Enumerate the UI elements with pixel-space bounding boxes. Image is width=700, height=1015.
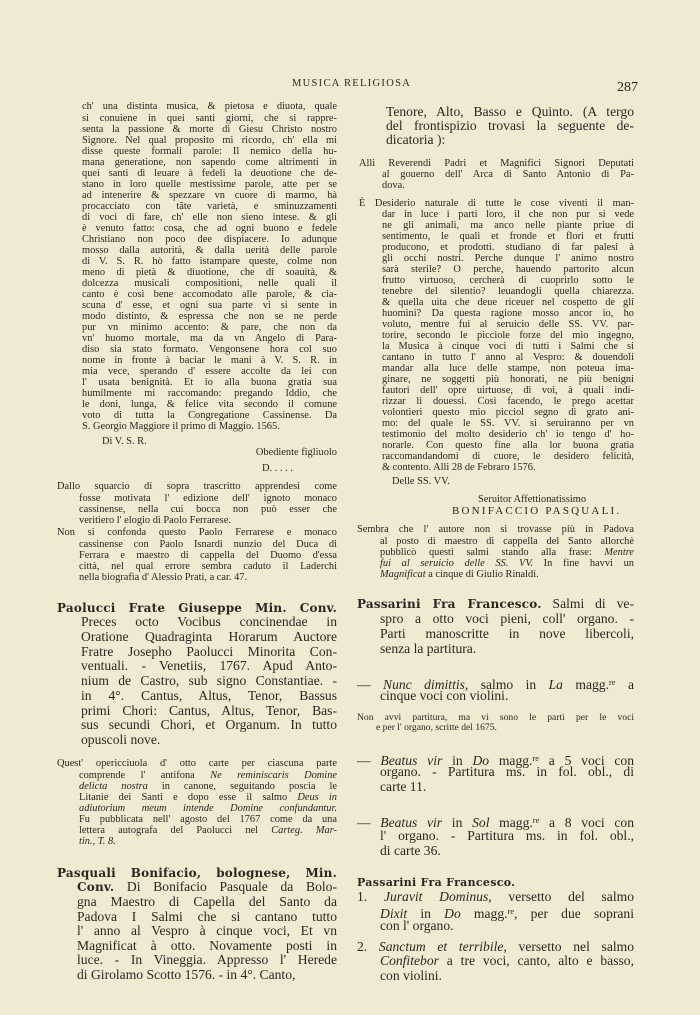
text-line: è venuto fatto: cosa, che ad ogni buono e fedele — [82, 222, 337, 234]
text-line: humilmente mi raccomando: pregando Iddio, che — [82, 388, 337, 400]
text-line: S. Georgio Maggiore il primo di Maggio. 1565. — [82, 421, 280, 433]
text-line: huomini? Da questa ragione mosso ancor io, ho — [382, 307, 634, 319]
text-line: senta la passione & morte di Giesu Christo nostro — [82, 123, 337, 135]
letter-salutation: Di V. S. R. — [102, 436, 147, 447]
text-line — [57, 866, 337, 881]
text-segment: — — [357, 814, 381, 830]
text-line: primi Chori: Cantus, Altus, Tenor, Bas- — [81, 702, 337, 718]
text-segment: Di Bonifacio Pasquale da Bolo- — [114, 879, 337, 895]
text-line: sus secundi Chori, et Organum. In tutto — [81, 717, 337, 733]
text-line: Quest' opericciuola d' otto carte per ciascuna parte — [57, 758, 337, 770]
text-line: nella biografia d' Alessio Prati, a car. 47. — [79, 572, 248, 584]
text-segment: 1. — [357, 888, 384, 904]
dedication-salutation: Delle SS. VV. — [392, 476, 450, 487]
entry-heading: Paolucci Frate Giuseppe Min. Conv. — [57, 600, 337, 615]
text-line: Ferrara e maestro di cappella del Duomo d'essa — [79, 549, 337, 561]
text-segment: in — [442, 753, 473, 768]
italic-title: Beatus vir — [380, 814, 443, 830]
text-line: con l' organo. — [380, 917, 454, 933]
text-line: l' organo. - Partitura ms. in fol. obl., — [380, 827, 634, 843]
italic-title: Beatus vir — [380, 753, 443, 768]
superscript: re — [532, 814, 540, 825]
text-segment: magg. — [489, 753, 533, 768]
text-segment: magg. — [460, 906, 508, 922]
text-line: carte 11. — [380, 778, 427, 794]
text-line: cassinense, nella cui bocca non può esser che — [79, 503, 337, 515]
text-line — [380, 569, 634, 580]
italic-title: tin., T. 8. — [79, 836, 116, 848]
text-line: gna Maestro di Capella del Santo da — [77, 893, 337, 909]
text-line: Parti manoscritte in nove libercoli, — [380, 625, 634, 641]
text-segment: comprende l' antifona — [79, 769, 211, 781]
text-segment: lettera autografa del Paolucci nel — [79, 825, 272, 837]
text-line: Sembra che l' autore non si trovasse più in Padova — [357, 524, 634, 536]
text-line — [79, 803, 337, 814]
italic-title: Ne reminiscaris Domine — [210, 769, 338, 781]
text-line: voluto, mentre fui al seruicio delle SS. VV. par- — [382, 318, 634, 330]
text-line: di carte 36. — [380, 842, 441, 858]
page-number: 287 — [617, 80, 638, 95]
text-line: luce. - In Vineggia. Appresso l' Herede — [77, 952, 337, 968]
text-segment: in — [407, 906, 445, 922]
text-line: Magnificat à otto. Novamente posti in — [77, 937, 337, 953]
text-segment: Litanie dei Santi e dopo esse il salmo — [79, 791, 298, 803]
text-line — [380, 558, 634, 569]
text-line — [77, 880, 337, 895]
text-line — [79, 781, 337, 792]
italic-title: La — [548, 677, 563, 693]
text-line: Non si confonda questo Paolo Ferrarese e monaco — [57, 527, 337, 539]
text-line: dolcezza musicali compositioni, nelle quali il — [82, 277, 337, 289]
text-line: fautori dell' opre uirtuose, di voi, à quali indi- — [382, 384, 634, 396]
text-line: ad intenerire & spezzare vn cuore di marmo, hà — [82, 189, 337, 201]
text-line: volontieri questo mio picciol segno di grato ani- — [382, 406, 634, 418]
text-line: norarle. Con questo fine alla lor buona gratia — [382, 439, 634, 451]
text-line — [57, 601, 337, 616]
italic-title: Confitebor — [380, 953, 439, 969]
text-line: diso sia stato formato. Vengonsene hora col suo — [82, 344, 337, 356]
text-segment: Salmi di ve- — [541, 595, 634, 611]
text-segment: — — [357, 677, 384, 693]
italic-title: Magnificat — [380, 569, 426, 581]
text-line: si conuiene in quei santi giorni, che si rappre- — [82, 112, 337, 124]
text-segment: versetto del salmo — [491, 888, 634, 904]
text-line: sentimento, le quali et fronde et flori et frutti — [382, 230, 634, 242]
text-segment: , per due soprani — [514, 906, 635, 922]
text-line: con violini. — [380, 967, 442, 983]
text-line: dicatoria ): — [386, 132, 446, 147]
text-line: al posto di maestro di cappella del Santo allorchè — [380, 535, 634, 547]
italic-title: Dixit — [380, 906, 408, 922]
text-line — [79, 792, 337, 803]
text-line: & quella uita che deue riceuer nel cospetto de gli — [382, 296, 634, 308]
text-line: È Desiderio naturale di tutte le cose viventi il man- — [359, 197, 634, 209]
text-line — [357, 940, 634, 955]
text-line: l' anno al Vespro à cinque voci, Et vn — [77, 923, 337, 939]
text-segment: magg. — [562, 677, 609, 693]
text-line: torire, secondo le picciole forze del mio ingegno, — [382, 329, 634, 341]
text-line — [357, 596, 634, 612]
dedication-signature: BONIFACCIO PASQUALI. — [452, 505, 622, 517]
text-line: testimonio del molto desiderio ch' io tengo d' ho- — [382, 428, 634, 440]
text-line: procacciato con tãte varietà, e sminuzzamenti — [82, 200, 337, 212]
italic-title: Deus in — [297, 791, 337, 803]
italic-title: fui al seruicio delle SS. VV. — [380, 558, 534, 569]
text-segment: a 8 voci con — [539, 814, 634, 830]
text-line — [357, 890, 634, 905]
text-line: frutto virtuoso, cercherà di cuoprirlo sotto le — [382, 274, 634, 286]
text-line: Padova I Salmi che si cantano tutto — [77, 908, 337, 924]
text-line: mana generatione, non sapendo come altrimenti in — [82, 156, 337, 168]
text-line: veritiero l' elogio di Paolo Ferrarese. — [79, 515, 231, 526]
text-line: & contento. Alli 28 de Febraro 1576. — [382, 461, 536, 473]
text-segment: in — [442, 814, 473, 830]
text-line: la Musica à cinque voci di tutti i Salmi che si — [382, 340, 634, 352]
text-line: Non avvi partitura, ma vi sono le parti per le voci — [357, 711, 634, 723]
text-line: producono, et prodotti. studiano di far palesi à — [382, 241, 634, 253]
text-line: rizzar li douessi. Così facendo, le prego acettar — [382, 395, 634, 407]
text-segment: — — [357, 753, 381, 768]
text-segment: a — [615, 677, 634, 693]
text-line: cassinense con Paolo Isnardi nunzio del Duca di — [79, 538, 337, 550]
text-line: spro a otto voci pieni, coll' organo. - — [380, 610, 634, 626]
entry-heading: Passarini Fra Francesco. — [357, 596, 542, 611]
text-line: Tenore, Alto, Basso e Quinto. (A tergo — [386, 104, 634, 119]
italic-title: adiutorium meum intende Domine confundantur. — [79, 802, 337, 814]
text-segment: in canone, seguitando poscia le — [147, 780, 337, 792]
italic-title: Sol — [472, 814, 490, 830]
text-line: nium de Castro, sub signo Constantiae. - — [81, 673, 337, 689]
text-line: scuna d' esse, et ogni sua parte vi si sente in — [82, 300, 337, 312]
text-line: l' usata benignità. Et io alla buona gratia sua — [82, 377, 337, 389]
text-line: e per l' organo, scritte del 1675. — [376, 722, 497, 734]
text-line — [79, 836, 337, 847]
entry-heading: Passarini Fra Francesco. — [357, 876, 516, 889]
italic-title: Mentre — [604, 546, 634, 558]
text-line: ne gli animali, ma anco nelle piante priue di — [382, 219, 634, 231]
superscript: re — [532, 752, 539, 763]
text-line: Christiano non poco dee dispiacere. Io adunque — [82, 233, 337, 245]
text-line: mandar alla luce delle stampe, non poteua ima- — [382, 362, 634, 374]
text-line: disse queste formali parole: Il nemico della hu- — [82, 145, 337, 157]
text-line — [79, 825, 337, 836]
text-line: modo distinto, & espressa che non se ne perde — [82, 311, 337, 323]
text-line: in 4°. Cantus, Altus, Tenor, Bassus — [81, 687, 337, 703]
text-line: gli occhi nostri. Perche dunque l' animo nostro — [382, 252, 634, 264]
text-segment: In fine havvi un — [533, 558, 634, 569]
text-line: dova. — [382, 179, 405, 191]
italic-title: Do — [444, 906, 461, 922]
text-line: voto di tutta la Congregatione Cassinense. Da — [82, 410, 337, 422]
text-line: ventuali. - Venetiis, 1767. Apud Anto- — [81, 658, 337, 674]
text-line: organo. - Partitura ms. in fol. obl., di — [380, 764, 634, 780]
letter-closing: Obediente figliuolo — [255, 447, 337, 458]
text-segment: a 5 voci con — [539, 753, 635, 768]
text-line: pur vn minimo accento: & pare, che non da — [82, 322, 337, 334]
text-segment: 2. — [357, 938, 379, 954]
text-line: mosso dalla autorità, & dalla uerità delle parole — [82, 244, 337, 256]
text-line: vn' huomo mortale, ma da vn Angelo di Para- — [82, 333, 337, 345]
text-line: Fu pubblicata nell' agosto del 1767 come da una — [79, 813, 337, 825]
letter-signature: D. . . . . — [262, 463, 293, 474]
text-line: Alli Reverendi Padri et Magnifici Signori Deputati — [359, 157, 634, 169]
text-line: di V. S. R. hò fatto istampare queste, colme non — [82, 255, 337, 267]
text-line: di Girolamo Scotto 1576. - in 4°. Canto, — [77, 966, 296, 982]
text-line — [79, 770, 337, 781]
text-line: Oratione Quadraginta Horarum Auctore — [81, 629, 337, 645]
text-line: mo: del quale le SS. VV. si seruiranno per vn — [382, 417, 634, 429]
text-line: città, nel qual errore sembra caduto il Laderchi — [79, 561, 337, 572]
text-line: ginare, ne soggetti più honorati, ne più benigni — [382, 373, 634, 385]
entry-heading: Pasquali Bonifacio, bolognese, Min. — [57, 865, 337, 880]
text-line: di voci di fare, ch' elle non sieno intese. & gli — [82, 211, 337, 223]
italic-title: Sanctum et terribile, — [378, 938, 507, 954]
text-line: fosse motivata l' edizione dell' ignoto monaco — [79, 492, 337, 504]
superscript: re — [507, 906, 515, 917]
text-line: cinque voci con violini. — [380, 688, 509, 703]
text-line: tenebre del silentio? leuandogli quella chiarezza. — [382, 285, 634, 297]
text-segment: versetto nel salmo — [506, 938, 635, 954]
text-line: nome in fronte à baciar le mani à V. S. R. in — [82, 355, 337, 367]
text-line: canto è così bene accomodato alle parole, & cia- — [82, 288, 337, 300]
text-line: sarà sterile? O perche, hauendo partorito alcun — [382, 263, 634, 275]
text-line — [380, 547, 634, 558]
text-line: Fratre Josepho Paolucci Minorita Con- — [81, 643, 337, 659]
dedication-closing: Seruitor Affettionatissimo — [478, 494, 587, 505]
running-title: MUSICA RELIGIOSA — [292, 78, 412, 89]
text-line: le doni, lunga, & felice vita secondo il comune — [82, 399, 337, 411]
text-line: mia vece, sperando d' essere accolte da lei con — [82, 366, 337, 378]
entry-heading: Conv. — [77, 880, 115, 895]
text-line: senza la partitura. — [380, 640, 477, 656]
text-line: al gouerno dell' Arca di Santo Antonio di Pa- — [382, 168, 634, 180]
text-line: dar in luce i parti loro, il che non pur si vede — [382, 208, 634, 220]
text-line: del frontispizio trovasi la seguente de- — [386, 118, 634, 133]
text-line: cantano in tutto l' anno al Vespro: & douendoli — [382, 351, 634, 363]
text-line: Preces octo Vocibus concinendae in — [81, 614, 337, 630]
text-segment: salmo in — [468, 677, 549, 693]
text-line: raccomandandomi di cuore, le desidero felicità, — [382, 450, 634, 462]
superscript: re — [609, 677, 616, 687]
italic-title: delicta nostra — [79, 780, 148, 792]
text-line: stano in loro quelle mestissime parole, atte per se — [82, 178, 337, 190]
text-line: quei santi dì leuare à fedeli la deuotione che de- — [82, 167, 337, 179]
text-segment: pubblicò questi salmi stando alla frase: — [380, 546, 605, 558]
text-line: ch' una distinta musica, & pietosa e diuota, quale — [82, 101, 337, 113]
italic-title: Do — [472, 753, 490, 768]
text-line: Dallo squarcio di sopra trascritto apprendesi come — [57, 481, 337, 493]
text-line — [380, 954, 634, 969]
italic-title: Carteg. Mar- — [271, 825, 337, 837]
italic-title: Juravit Dominus, — [383, 888, 492, 904]
text-segment: magg. — [489, 814, 533, 830]
text-segment: a tre voci, canto, alto e basso, — [438, 953, 634, 969]
text-line: Signore. Nel qual proposito mi ricordo, ch' ella mi — [82, 134, 337, 146]
text-segment: a cinque di Giulio Rinaldi. — [425, 569, 539, 581]
text-line: meno di pietà & diuotione, che di soauità, & — [82, 266, 337, 278]
text-line: opuscoli nove. — [81, 731, 161, 747]
italic-title: Nunc dimittis, — [383, 677, 469, 693]
